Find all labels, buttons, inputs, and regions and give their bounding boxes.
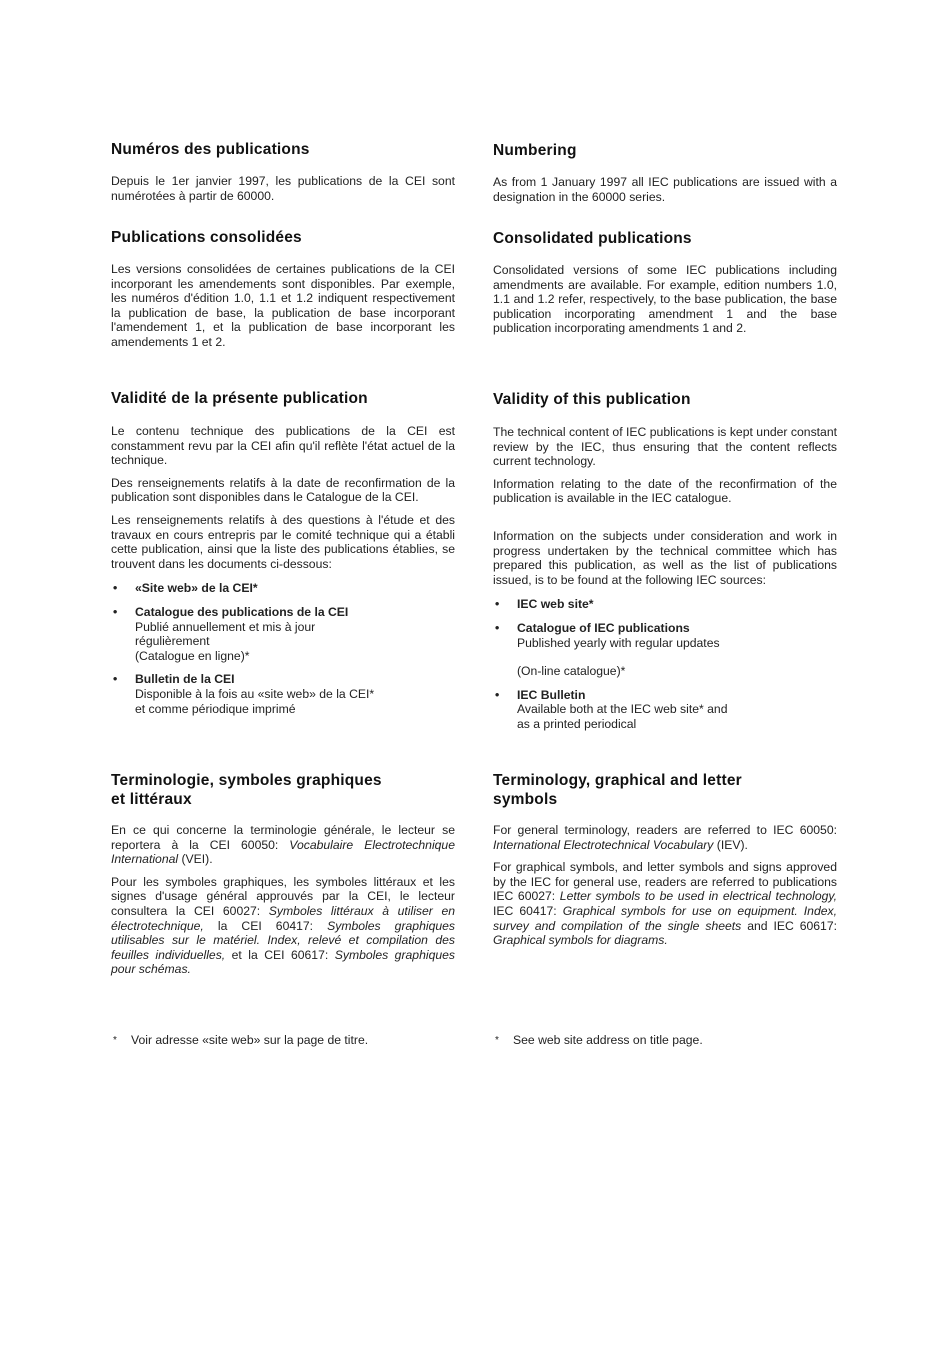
list-item-title: Catalogue des publications de la CEI xyxy=(135,604,349,619)
paragraph xyxy=(493,860,837,948)
list-item xyxy=(495,687,837,732)
paragraph: Information on the subjects under consideration and work in progress undertaken by the technical committee which has prepared this publication, as well as the list of publications issued, is to be found at the following IEC sources: xyxy=(493,528,837,587)
heading-line: et littéraux xyxy=(111,791,192,808)
text-run: Pour les symboles graphiques, les symboles littéraux et les signes d'usage général approuvés par la CEI, le lecteur consultera la CEI 60027: xyxy=(111,874,455,918)
text-run: et la CEI 60617: xyxy=(225,947,335,962)
source-list xyxy=(493,597,837,731)
section-numbering-fr xyxy=(111,140,455,203)
list-item-line: et comme périodique imprimé xyxy=(135,701,296,716)
list-item-title: Catalogue of IEC publications xyxy=(517,620,690,635)
list-item-title: Bulletin de la CEI xyxy=(135,672,235,687)
footnote-text: See web site address on title page. xyxy=(513,1033,703,1047)
text-run-italic: Graphical symbols for use on equipment. Index, survey and compilation of the single sheets xyxy=(493,903,837,933)
section-consolidated-fr xyxy=(111,228,455,350)
text-run: and IEC 60617: xyxy=(741,918,837,933)
section-numbering-en xyxy=(493,141,837,204)
list-item-title: IEC web site* xyxy=(517,597,594,612)
text-run: (IEV). xyxy=(713,837,748,852)
heading-line: symbols xyxy=(493,791,558,808)
section-heading xyxy=(111,771,455,809)
section-terminology-fr xyxy=(111,771,455,977)
text-run: (VEI). xyxy=(178,852,213,867)
text-run-italic: International Electrotechnical Vocabulary xyxy=(493,837,714,852)
text-run-italic: Vocabulaire Electrotechnique International xyxy=(111,837,455,867)
bullet-icon: • xyxy=(495,687,500,702)
paragraph: The technical content of IEC publications is kept under constant review by the IEC, thus ensuring that the content reflects current technology. xyxy=(493,425,837,469)
paragraph xyxy=(493,823,837,852)
text-run: En ce qui concerne la terminologie générale, le lecteur se reportera à la CEI 60050: xyxy=(111,823,455,852)
paragraph: Le contenu technique des publications de la CEI est constamment revu par la CEI afin qu'il reflète l'état actuel de la technique. xyxy=(111,424,455,468)
list-item xyxy=(495,597,837,612)
list-item xyxy=(495,620,837,679)
list-item-line: régulièrement xyxy=(135,634,210,649)
source-list xyxy=(111,581,455,716)
text-run-italic: Symboles littéraux à utiliser en électrotechnique, xyxy=(111,903,456,933)
list-item-line: (On-line catalogue)* xyxy=(517,664,626,679)
paragraph: Les versions consolidées de certaines publications de la CEI incorporant les amendements sont disponibles. Par exemple, les numéros d'édition 1.0, 1.1 et 1.2 indiquent respectivement la publication de base, la publication de base incorporant l'amendement 1, et la publication de base incorporant les amendements 1 et 2. xyxy=(111,262,455,349)
paragraph: Consolidated versions of some IEC publications including amendments are available. For example, edition numbers 1.0, 1.1 and 1.2 refer, respectively, to the base publication, the base publication incorporating amendment 1 and the base publication incorporating amendments 1 and 2. xyxy=(493,263,837,336)
section-heading: Consolidated publications xyxy=(493,230,692,247)
paragraph xyxy=(111,823,455,867)
section-validity-en xyxy=(493,390,837,741)
bullet-icon: • xyxy=(113,604,118,619)
section-validity-fr xyxy=(111,389,455,725)
footnote-fr xyxy=(113,1033,368,1048)
heading-line: Terminologie, symboles graphiques xyxy=(111,772,382,789)
bullet-icon: • xyxy=(113,581,118,596)
text-run-italic: Symboles graphiques utilisables sur le matériel. Index, relevé et compilation des feuilles individuelles, xyxy=(111,918,455,962)
list-item-line: Available both at the IEC web site* and xyxy=(517,702,728,717)
section-heading: Numéros des publications xyxy=(111,141,310,158)
list-item-line: Disponible à la fois au «site web» de la CEI* xyxy=(135,686,375,701)
section-terminology-en xyxy=(493,771,837,948)
bullet-icon: • xyxy=(495,620,500,635)
paragraph: Depuis le 1er janvier 1997, les publications de la CEI sont numérotées à partir de 60000. xyxy=(111,174,455,203)
footnote-text: Voir adresse «site web» sur la page de titre. xyxy=(131,1033,369,1047)
footnote-marker: * xyxy=(113,1035,117,1046)
paragraph: As from 1 January 1997 all IEC publications are issued with a designation in the 60000 series. xyxy=(493,175,837,204)
text-run-italic: Letter symbols to be used in electrical technology, xyxy=(559,889,837,904)
section-heading: Validité de la présente publication xyxy=(111,390,368,407)
section-heading xyxy=(493,771,837,809)
paragraph: Des renseignements relatifs à la date de reconfirmation de la publication sont disponibles dans le Catalogue de la CEI. xyxy=(111,475,455,505)
heading-line: Terminology, graphical and letter xyxy=(493,772,742,789)
list-item-title: IEC Bulletin xyxy=(517,687,586,702)
list-item-line: (Catalogue en ligne)* xyxy=(135,648,250,663)
text-run-italic: Symboles graphiques pour schémas. xyxy=(111,947,455,977)
paragraph: Information relating to the date of the reconfirmation of the publication is available in the IEC catalogue. xyxy=(493,476,837,506)
paragraph xyxy=(111,875,455,977)
list-item xyxy=(113,672,455,716)
section-heading: Numbering xyxy=(493,142,577,159)
section-heading: Publications consolidées xyxy=(111,229,302,246)
list-item-title: «Site web» de la CEI* xyxy=(135,581,258,596)
bullet-icon: • xyxy=(495,597,500,612)
list-item-line: Publié annuellement et mis à jour xyxy=(135,619,316,634)
list-item xyxy=(113,581,455,596)
footnote-en xyxy=(495,1033,703,1048)
footnote-marker: * xyxy=(495,1035,499,1046)
text-run-italic: Graphical symbols for diagrams. xyxy=(493,933,668,948)
section-consolidated-en xyxy=(493,229,837,336)
text-run: For graphical symbols, and letter symbols and signs approved by the IEC for general use, readers are referred to publications IEC 60027: xyxy=(493,860,837,904)
section-heading: Validity of this publication xyxy=(493,391,691,408)
list-item xyxy=(113,604,455,663)
text-run: For general terminology, readers are referred to IEC 60050: xyxy=(493,823,837,837)
paragraph: Les renseignements relatifs à des questions à l'étude et des travaux en cours entrepris par le comité technique qui a établi cette publication, ainsi que la liste des publications établies, se trouvent dans les documents ci-dessous: xyxy=(111,512,455,571)
text-run: IEC 60417: xyxy=(493,903,563,918)
list-item-line: Published yearly with regular updates xyxy=(517,635,720,650)
list-item-line: as a printed periodical xyxy=(517,716,637,731)
bullet-icon: • xyxy=(113,672,118,687)
text-run: la CEI 60417: xyxy=(203,918,328,933)
